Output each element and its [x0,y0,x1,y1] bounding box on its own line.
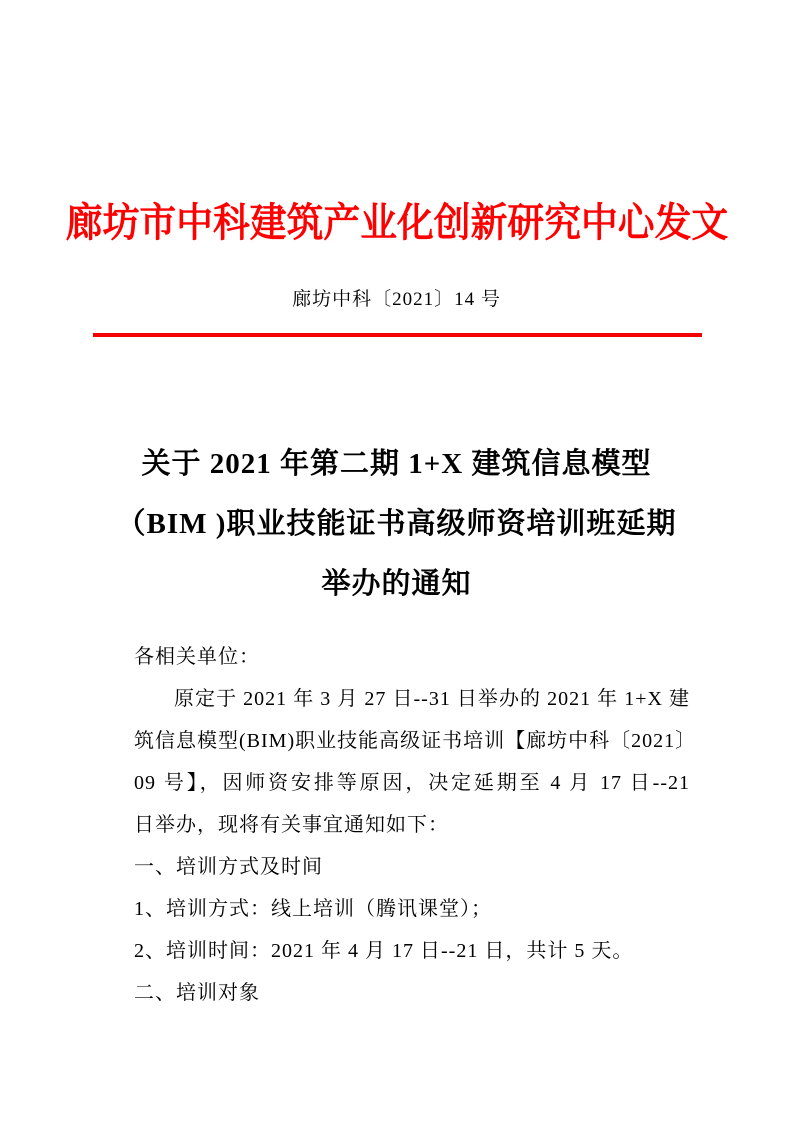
section-heading-1: 一、培训方式及时间 [134,856,323,878]
section-heading-2: 二、培训对象 [134,982,260,1004]
document-body [134,636,697,1014]
notice-title [0,434,793,614]
letterhead [0,200,793,255]
list-item-1: 1、培训方式：线上培训（腾讯课堂）； [134,898,492,920]
list-item-2: 2、培训时间：2021 年 4 月 17 日--21 日，共计 5 天。 [134,940,634,962]
paragraph-line: 筑信息模型(BIM)职业技能高级证书培训【廊坊中科〔2021〕 [134,730,697,752]
notice-title-line3: 举办的通知 [321,568,472,600]
red-divider [93,333,702,337]
letterhead-org-title: 廊坊市中科建筑产业化创新研究中心发文 [65,200,728,245]
notice-title-line1: 关于 2021 年第二期 1+X 建筑信息模型 [141,448,652,480]
paragraph-line: 09 号】，因师资安排等原因，决定延期至 4 月 17 日--21 [134,772,690,794]
document-number: 廊坊中科〔2021〕14 号 [292,289,501,310]
paragraph-line: 日举办，现将有关事宜通知如下： [134,814,449,836]
notice-title-line2: （BIM )职业技能证书高级师资培训班延期 [116,508,677,540]
salutation: 各相关单位： [134,646,260,668]
paragraph-line: 原定于 2021 年 3 月 27 日--31 日举办的 2021 年 1+X 建 [174,688,690,710]
